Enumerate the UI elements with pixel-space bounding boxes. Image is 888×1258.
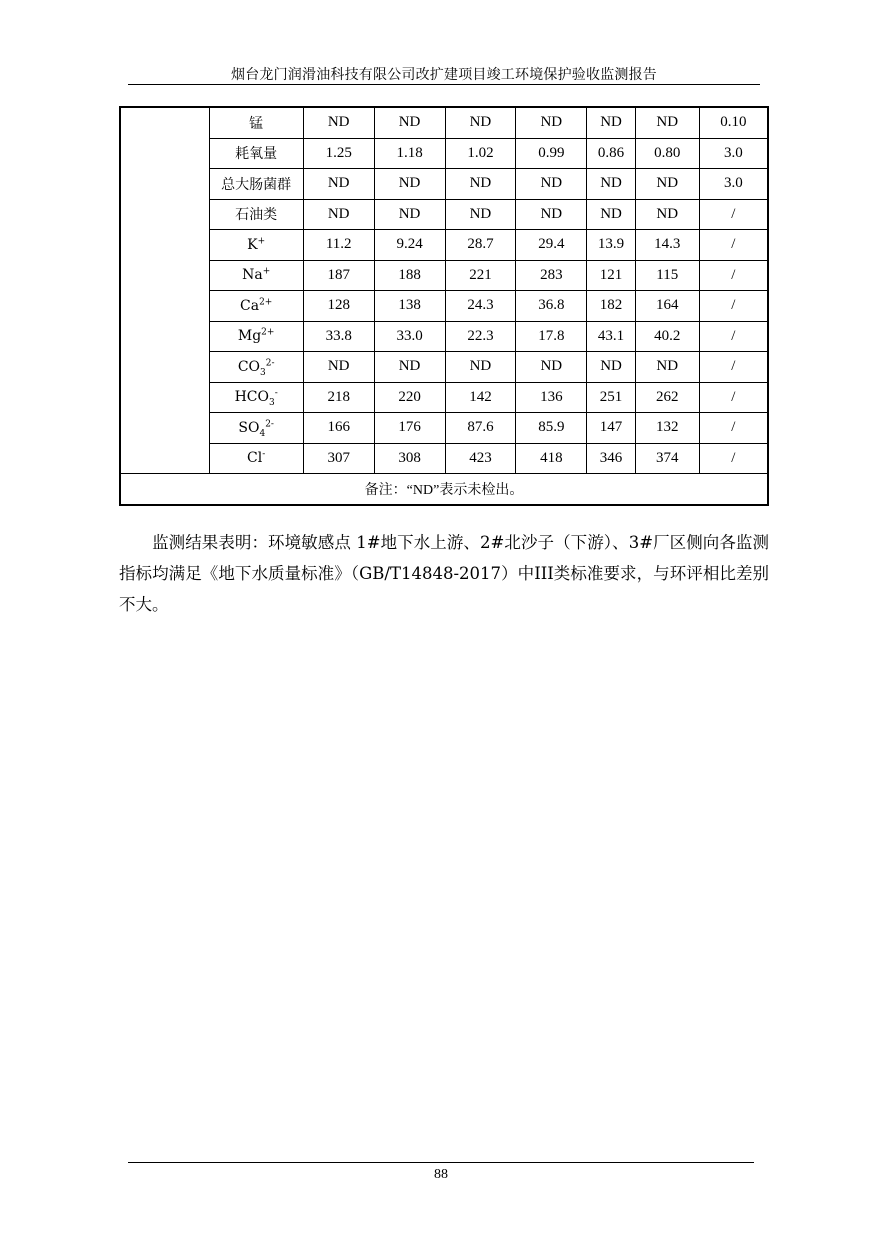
value-cell: 132 bbox=[635, 413, 699, 444]
limit-cell: / bbox=[699, 260, 768, 291]
table-row bbox=[120, 199, 768, 230]
param-name-cell: K+ bbox=[209, 230, 303, 261]
limit-cell: 3.0 bbox=[699, 138, 768, 169]
value-cell: ND bbox=[374, 169, 445, 200]
table-row bbox=[120, 443, 768, 474]
value-cell: 147 bbox=[587, 413, 636, 444]
value-cell: 0.86 bbox=[587, 138, 636, 169]
value-cell: 1.02 bbox=[445, 138, 516, 169]
monitoring-data-table bbox=[119, 106, 769, 506]
value-cell: 188 bbox=[374, 260, 445, 291]
value-cell: 1.25 bbox=[303, 138, 374, 169]
param-name-cell: 锰 bbox=[209, 107, 303, 138]
table-row bbox=[120, 382, 768, 413]
value-cell: 164 bbox=[635, 291, 699, 322]
value-cell: 22.3 bbox=[445, 321, 516, 352]
limit-cell: / bbox=[699, 199, 768, 230]
value-cell: 28.7 bbox=[445, 230, 516, 261]
limit-cell: / bbox=[699, 413, 768, 444]
value-cell: 36.8 bbox=[516, 291, 587, 322]
value-cell: ND bbox=[635, 107, 699, 138]
value-cell: 283 bbox=[516, 260, 587, 291]
value-cell: ND bbox=[587, 352, 636, 383]
value-cell: 136 bbox=[516, 382, 587, 413]
value-cell: 33.0 bbox=[374, 321, 445, 352]
value-cell: ND bbox=[374, 352, 445, 383]
value-cell: 262 bbox=[635, 382, 699, 413]
conclusion-text: 监测结果表明：环境敏感点 1#地下水上游、2#北沙子（下游）、3#厂区侧向各监测指标均满足《地下水质量标准》（GB/T14848-2017）中III类标准要求，与环评相比差别不大。 bbox=[119, 532, 769, 614]
table-row bbox=[120, 138, 768, 169]
table-row bbox=[120, 169, 768, 200]
value-cell: ND bbox=[303, 169, 374, 200]
page-number: 88 bbox=[434, 1167, 448, 1182]
value-cell: ND bbox=[303, 352, 374, 383]
table-row bbox=[120, 413, 768, 444]
value-cell: 14.3 bbox=[635, 230, 699, 261]
value-cell: 29.4 bbox=[516, 230, 587, 261]
footer-rule bbox=[128, 1162, 754, 1163]
value-cell: 1.18 bbox=[374, 138, 445, 169]
value-cell: ND bbox=[516, 199, 587, 230]
value-cell: 24.3 bbox=[445, 291, 516, 322]
value-cell: ND bbox=[303, 199, 374, 230]
value-cell: 87.6 bbox=[445, 413, 516, 444]
value-cell: ND bbox=[635, 169, 699, 200]
value-cell: ND bbox=[516, 107, 587, 138]
value-cell: 0.99 bbox=[516, 138, 587, 169]
value-cell: ND bbox=[587, 107, 636, 138]
value-cell: 176 bbox=[374, 413, 445, 444]
group-cell bbox=[120, 107, 209, 474]
value-cell: ND bbox=[303, 107, 374, 138]
value-cell: 166 bbox=[303, 413, 374, 444]
value-cell: 0.80 bbox=[635, 138, 699, 169]
value-cell: 221 bbox=[445, 260, 516, 291]
value-cell: 308 bbox=[374, 443, 445, 474]
value-cell: ND bbox=[516, 352, 587, 383]
value-cell: 138 bbox=[374, 291, 445, 322]
value-cell: 251 bbox=[587, 382, 636, 413]
value-cell: 418 bbox=[516, 443, 587, 474]
value-cell: 11.2 bbox=[303, 230, 374, 261]
value-cell: 40.2 bbox=[635, 321, 699, 352]
limit-cell: / bbox=[699, 352, 768, 383]
limit-cell: / bbox=[699, 382, 768, 413]
limit-cell: / bbox=[699, 443, 768, 474]
value-cell: ND bbox=[445, 169, 516, 200]
conclusion-paragraph bbox=[119, 527, 769, 620]
value-cell: ND bbox=[587, 169, 636, 200]
table-note: 备注：“ND”表示未检出。 bbox=[120, 474, 768, 505]
value-cell: 218 bbox=[303, 382, 374, 413]
value-cell: 346 bbox=[587, 443, 636, 474]
param-name-cell: Cl- bbox=[209, 443, 303, 474]
value-cell: ND bbox=[587, 199, 636, 230]
limit-cell: / bbox=[699, 291, 768, 322]
param-name-cell: $Mg^{2+}$ bbox=[209, 321, 303, 352]
table-row bbox=[120, 321, 768, 352]
param-name-cell: $CO_3^{2-}$ bbox=[209, 352, 303, 383]
header-title: 烟台龙门润滑油科技有限公司改扩建项目竣工环境保护验收监测报告 bbox=[231, 67, 657, 83]
value-cell: 423 bbox=[445, 443, 516, 474]
header-rule bbox=[128, 84, 760, 85]
value-cell: 182 bbox=[587, 291, 636, 322]
value-cell: ND bbox=[516, 169, 587, 200]
limit-cell: 3.0 bbox=[699, 169, 768, 200]
value-cell: ND bbox=[635, 352, 699, 383]
value-cell: 220 bbox=[374, 382, 445, 413]
value-cell: 187 bbox=[303, 260, 374, 291]
table-row bbox=[120, 230, 768, 261]
value-cell: 142 bbox=[445, 382, 516, 413]
value-cell: 33.8 bbox=[303, 321, 374, 352]
value-cell: 17.8 bbox=[516, 321, 587, 352]
param-name-cell: 耗氧量 bbox=[209, 138, 303, 169]
param-name-cell: 石油类 bbox=[209, 199, 303, 230]
limit-cell: / bbox=[699, 230, 768, 261]
limit-cell: / bbox=[699, 321, 768, 352]
value-cell: 85.9 bbox=[516, 413, 587, 444]
param-name-cell: $SO_4^{2-}$ bbox=[209, 413, 303, 444]
table-row bbox=[120, 352, 768, 383]
value-cell: ND bbox=[635, 199, 699, 230]
table-row bbox=[120, 107, 768, 138]
value-cell: 115 bbox=[635, 260, 699, 291]
limit-cell: 0.10 bbox=[699, 107, 768, 138]
table-row bbox=[120, 260, 768, 291]
value-cell: ND bbox=[374, 107, 445, 138]
param-name-cell: 总大肠菌群 bbox=[209, 169, 303, 200]
param-name-cell: Na+ bbox=[209, 260, 303, 291]
value-cell: ND bbox=[445, 107, 516, 138]
param-name-cell: $Ca^{2+}$ bbox=[209, 291, 303, 322]
value-cell: 374 bbox=[635, 443, 699, 474]
table-row bbox=[120, 291, 768, 322]
param-name-cell: $HCO_3^-$ bbox=[209, 382, 303, 413]
value-cell: 121 bbox=[587, 260, 636, 291]
value-cell: 43.1 bbox=[587, 321, 636, 352]
table-note-row bbox=[120, 474, 768, 505]
value-cell: 9.24 bbox=[374, 230, 445, 261]
value-cell: ND bbox=[445, 352, 516, 383]
value-cell: ND bbox=[374, 199, 445, 230]
value-cell: 13.9 bbox=[587, 230, 636, 261]
value-cell: ND bbox=[445, 199, 516, 230]
value-cell: 307 bbox=[303, 443, 374, 474]
value-cell: 128 bbox=[303, 291, 374, 322]
